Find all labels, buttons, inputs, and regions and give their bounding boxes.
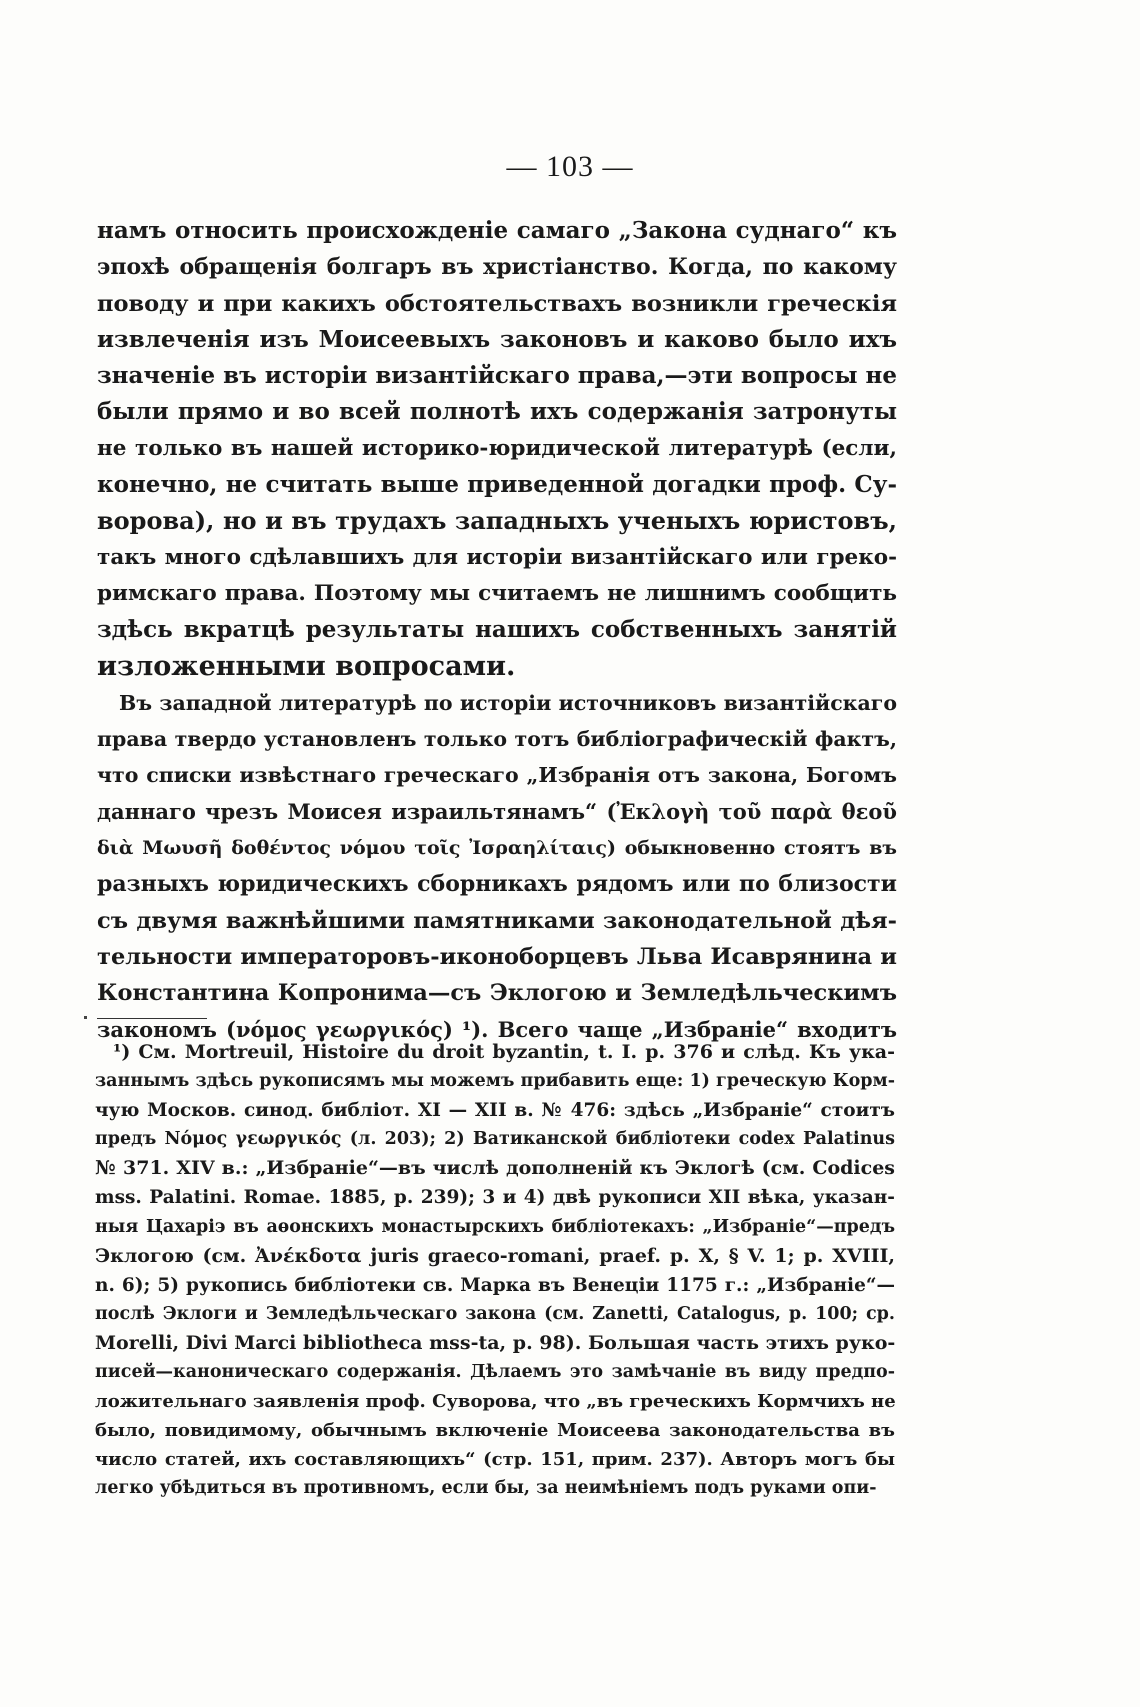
text-line: даннаго чрезъ Моисея израильтянамъ“ (Ἐκλογὴ τοῦ παρὰ θεοῦ: [97, 798, 897, 824]
text-line: ворова), но и въ трудахъ западныхъ ученыхъ юристовъ,: [97, 506, 897, 536]
text-line: здѣсь вкратцѣ результаты нашихъ собственныхъ занятій: [97, 616, 897, 644]
footnote-line: ныя Цахаріэ въ аѳонскихъ монастырскихъ библіотекахъ: „Избраніе“—предъ: [95, 1216, 895, 1237]
footnote-line: ¹) См. Mortreuil, Histoire du droit byzantin, t. I. p. 376 и слѣд. Къ ука-: [113, 1041, 895, 1063]
text-line: изложенными вопросами.: [97, 650, 516, 682]
footnote-block: [95, 1038, 895, 1504]
text-line: разныхъ юридическихъ сборникахъ рядомъ или по близости: [97, 871, 897, 898]
footnote-line: mss. Palatini. Romae. 1885, p. 239); 3 и 4) двѣ рукописи XII вѣка, указан-: [95, 1187, 895, 1209]
text-line: тельности императоровъ-иконоборцевъ Льва Исаврянина и: [97, 943, 897, 970]
footnote-line: заннымъ здѣсь рукописямъ мы можемъ прибавить еще: 1) греческую Корм-: [95, 1071, 895, 1092]
footnote-line: Morelli, Divi Marci bibliotheca mss-ta, p. 98). Большая часть этихъ руко-: [95, 1331, 896, 1354]
footnote-line: Эклогою (см. Ἀνέκδοτα juris graeco-romani, praef. p. X, § V. 1; p. XVIII,: [95, 1244, 895, 1267]
text-line: были прямо и во всей полнотѣ ихъ содержанія затронуты: [97, 398, 897, 426]
footnote-line: № 371. XIV в.: „Избраніе“—въ числѣ дополненій къ Эклогѣ (см. Codices: [95, 1157, 895, 1180]
footnote-line: легко убѣдиться въ противномъ, если бы, за неимѣніемъ подъ руками опи-: [95, 1478, 877, 1499]
text-line: Въ западной литературѣ по исторіи источниковъ византійскаго: [119, 690, 897, 715]
text-line: съ двумя важнѣйшими памятниками законодательной дѣя-: [97, 907, 897, 934]
text-line: Константина Копронима—съ Эклогою и Земледѣльческимъ: [97, 980, 897, 1007]
text-line: римскаго права. Поэтому мы считаемъ не лишнимъ сообщить: [97, 580, 897, 606]
text-line: что списки извѣстнаго греческаго „Избранія отъ закона, Богомъ: [97, 763, 897, 788]
footnote-rule-mark: [84, 1016, 87, 1019]
text-line: права твердо установленъ только тотъ библіографическій фактъ,: [97, 727, 897, 752]
text-line: закономъ (νόμος γεωργικός) ¹). Всего чаще „Избраніе“ входитъ: [97, 1016, 897, 1042]
text-line: не только въ нашей историко-юридической литературѣ (если,: [97, 435, 897, 461]
footnote-line: число статей, ихъ составляющихъ“ (стр. 151, прим. 237). Авторъ могъ бы: [95, 1449, 895, 1471]
text-line: значеніе въ исторіи византійскаго права,—эти вопросы не: [97, 362, 897, 390]
text-line: эпохѣ обращенія болгаръ въ христіанство. Когда, по какому: [97, 254, 897, 281]
footnote-divider: [97, 1018, 207, 1019]
footnote-line: было, повидимому, обычнымъ включеніе Моисеева законодательства въ: [95, 1420, 895, 1442]
text-line: такъ много сдѣлавшихъ для исторіи византійскаго или греко-: [97, 544, 897, 570]
text-line: διὰ Μωυσῆ δοθέντος νόμου τοῖς Ἰσραηλίταις) обыкновенно стоятъ въ: [97, 837, 897, 860]
footnote-line: послѣ Эклоги и Земледѣльческаго закона (см. Zanetti, Catalogus, p. 100; cp.: [95, 1303, 895, 1324]
footnote-line: предъ Νόμος γεωργικός (л. 203); 2) Ватиканской библіотеки codex Palatinus: [95, 1129, 895, 1150]
main-text: [97, 213, 897, 1048]
text-line: конечно, не считать выше приведенной догадки проф. Су-: [97, 471, 897, 499]
footnote-line: чую Москов. синод. библіот. XI — XII в. № 476: здѣсь „Избраніе“ стоитъ: [95, 1100, 895, 1122]
text-line: намъ относить происхожденіе самаго „Закона суднаго“ къ: [97, 217, 897, 244]
page-number: — 103 —: [506, 150, 634, 183]
footnote-line: писей—каноническаго содержанія. Дѣлаемъ это замѣчаніе въ виду предпо-: [95, 1362, 895, 1383]
footnote-line: ложительнаго заявленія проф. Суворова, что „въ греческихъ Кормчихъ не: [95, 1391, 896, 1413]
text-line: поводу и при какихъ обстоятельствахъ возникли греческія: [97, 290, 897, 317]
footnote-line: n. 6); 5) рукопись библіотеки св. Марка въ Венеціи 1175 г.: „Избраніе“—: [95, 1274, 895, 1296]
text-line: извлеченія изъ Моисеевыхъ законовъ и каково было ихъ: [97, 325, 897, 353]
